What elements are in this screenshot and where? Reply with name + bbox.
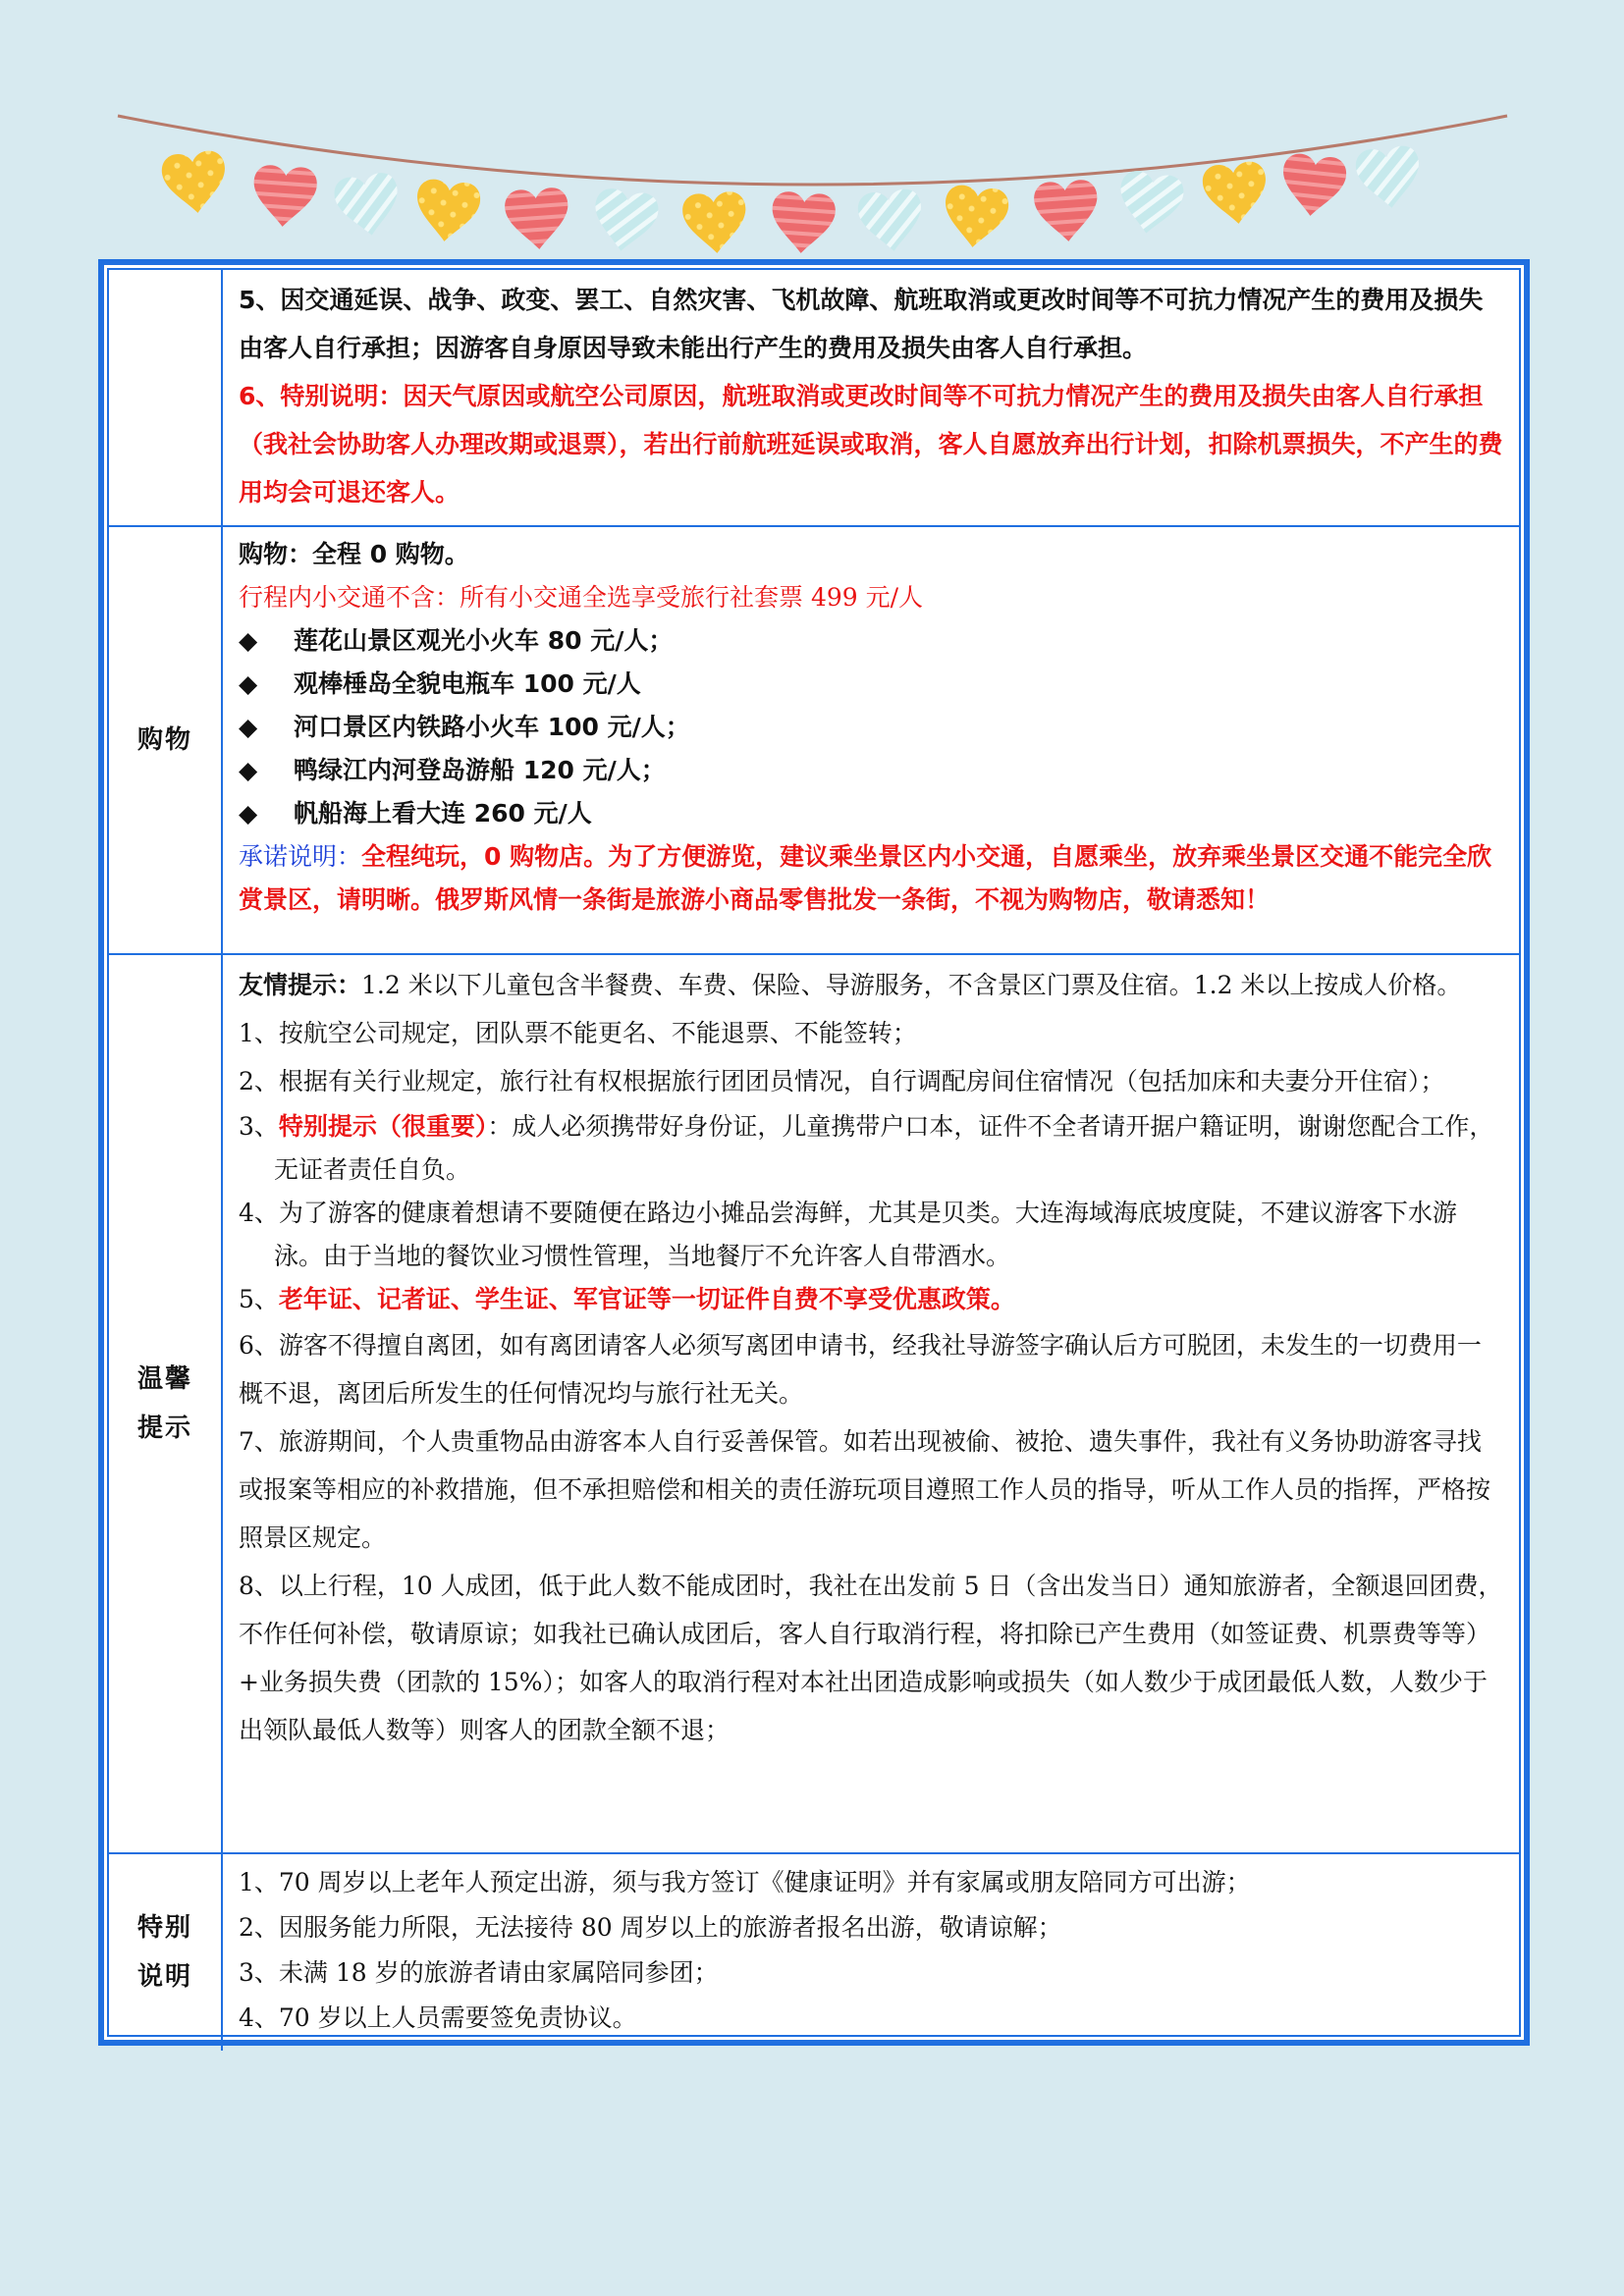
tips-label-line2: 提示 [136,1414,192,1443]
shopping-summary: 购物：全程 0 购物。 [239,540,469,568]
tips-intro-text: 1.2 米以下儿童包含半餐费、车费、保险、导游服务，不含景区门票及住宿。1.2 米以上按成人价格。 [361,971,1462,999]
tip-8: 8、以上行程，10 人成团，低于此人数不能成团时，我社在出发前 5 日（含出发当日）通知旅游者，全额退回团费，不作任何补偿，敬请原谅；如我社已确认成团后，客人自行取消行程，将扣除已产生费用（如签证费、机票费等等）+业务损失费（团款的 15%）；如客人的取消行程对本社出团造成影响或损失（如人数少于成团最低人数，人数少于出领队最低人数等）则客人的团款全额不退； [239,1572,1503,1744]
transport-item [239,706,1505,749]
special-content [223,1854,1519,2051]
tip-6: 6、游客不得擅自离团，如有离团请客人必须写离团申请书，经我社导游签字确认后方可脱团，未发生的一切费用一概不退，离团后所发生的任何情况均与旅行社无关。 [239,1331,1482,1408]
heart-icon [856,187,925,254]
notes-row [109,270,1519,527]
promise-note [239,835,1505,922]
heart-icon [942,184,1010,250]
transport-note: 行程内小交通不含：所有小交通全选享受旅行社套票 499 元/人 [239,583,924,612]
tip-3 [239,1105,1505,1192]
tips-label-line1: 温馨 [136,1364,192,1394]
tip-2: 2、根据有关行业规定，旅行社有权根据旅行团团员情况，自行调配房间住宿情况（包括加床和夫妻分开住宿）； [239,1067,1445,1095]
transport-item [239,749,1505,792]
diamond-bullet-icon: ◆ [239,756,258,784]
transport-item-text: 河口景区内铁路小火车 100 元/人； [294,713,690,741]
heart-icon [332,171,403,240]
transport-list [239,619,1505,835]
shopping-label: 购物 [109,527,223,953]
promise-text: 全程纯玩，0 购物店。为了方便游览，建议乘坐景区内小交通，自愿乘坐，放弃乘坐景区交通不能完全欣赏景区，请明晰。俄罗斯风情一条街是旅游小商品零售批发一条街，不视为购物店，敬请悉知！ [239,842,1492,914]
promise-label: 承诺说明： [239,842,362,871]
heart-icon [1279,152,1348,219]
tips-row [109,955,1519,1854]
special-label-line2: 说明 [136,1962,192,1992]
tips-content [223,955,1519,1852]
heart-icon [251,164,318,229]
tips-intro [239,961,1505,1009]
heart-icon [770,190,837,255]
tip-7: 7、旅游期间，个人贵重物品由游客本人自行妥善保管。如若出现被偷、被抢、遗失事件，我社有义务协助游客寻找或报案等相应的补救措施，但不承担赔偿和相关的责任游玩项目遵照工作人员的指导，听从工作人员的指挥，严格按照景区规定。 [239,1427,1491,1552]
special-item-1: 1、70 周岁以上老年人预定出游，须与我方签订《健康证明》并有家属或朋友陪同方可出游； [239,1868,1251,1896]
heart-icon [1114,169,1185,238]
heart-icon [589,187,660,255]
special-row [109,1854,1519,2051]
shopping-content [223,527,1519,953]
transport-item [239,663,1505,706]
tip-3-num: 3、 [239,1112,279,1141]
tip-5 [239,1278,1505,1321]
transport-item-text: 观棒棰岛全貌电瓶车 100 元/人 [294,669,641,698]
note-force-majeure: 5、因交通延误、战争、政变、罢工、自然灾害、飞机故障、航班取消或更改时间等不可抗力情况产生的费用及损失由客人自行承担；因游客自身原因导致未能出行产生的费用及损失由客人自行承担。 [239,286,1484,362]
diamond-bullet-icon: ◆ [239,626,258,655]
transport-item [239,619,1505,663]
tip-5-num: 5、 [239,1285,279,1313]
transport-item-text: 莲花山景区观光小火车 80 元/人； [294,626,674,655]
diamond-bullet-icon: ◆ [239,799,258,828]
heart-icon [504,187,570,251]
diamond-bullet-icon: ◆ [239,669,258,698]
heart-icon [681,190,748,255]
tip-5-highlight: 老年证、记者证、学生证、军官证等一切证件自费不享受优惠政策。 [278,1285,1015,1313]
tips-intro-label: 友情提示： [239,971,362,999]
transport-item-text: 鸭绿江内河登岛游船 120 元/人； [294,756,666,784]
note-special: 6、特别说明：因天气原因或航空公司原因，航班取消或更改时间等不可抗力情况产生的费用及损失由客人自行承担（我社会协助客人办理改期或退票），若出行前航班延误或取消，客人自愿放弃出行计划，扣除机票损失，不产生的费用均会可退还客人。 [239,382,1503,507]
heart-garland [0,0,1624,265]
heart-icon [1354,144,1423,211]
special-item-4: 4、70 岁以上人员需要签免责协议。 [239,2003,637,2032]
tip-3-highlight: 特别提示（很重要） [278,1112,488,1141]
tip-3-text: ：成人必须携带好身份证，儿童携带户口本，证件不全者请开据户籍证明，谢谢您配合工作，无证者责任自负。 [274,1112,1494,1184]
shopping-row [109,527,1519,955]
special-item-2: 2、因服务能力所限，无法接待 80 周岁以上的旅游者报名出游，敬请谅解； [239,1913,1062,1942]
special-item-3: 3、未满 18 岁的旅游者请由家属陪同参团； [239,1958,719,1987]
tips-label [109,955,223,1852]
special-label-line1: 特别 [136,1913,192,1943]
transport-item-text: 帆船海上看大连 260 元/人 [294,799,592,828]
transport-item [239,792,1505,835]
tip-1: 1、按航空公司规定，团队票不能更名、不能退票、不能签转； [239,1019,917,1047]
tip-4: 4、为了游客的健康着想请不要随便在路边小摊品尝海鲜，尤其是贝类。大连海域海底坡度陡，不建议游客下水游泳。由于当地的餐饮业习惯性管理，当地餐厅不允许客人自带酒水。 [239,1199,1457,1270]
heart-icon [1201,160,1270,227]
diamond-bullet-icon: ◆ [239,713,258,741]
special-label [109,1854,223,2051]
notes-row-label [109,270,223,525]
heart-icon [1033,179,1100,243]
heart-icon [413,178,482,244]
notes-row-content [223,270,1519,525]
heart-icon [160,149,229,216]
info-table [98,259,1530,2046]
